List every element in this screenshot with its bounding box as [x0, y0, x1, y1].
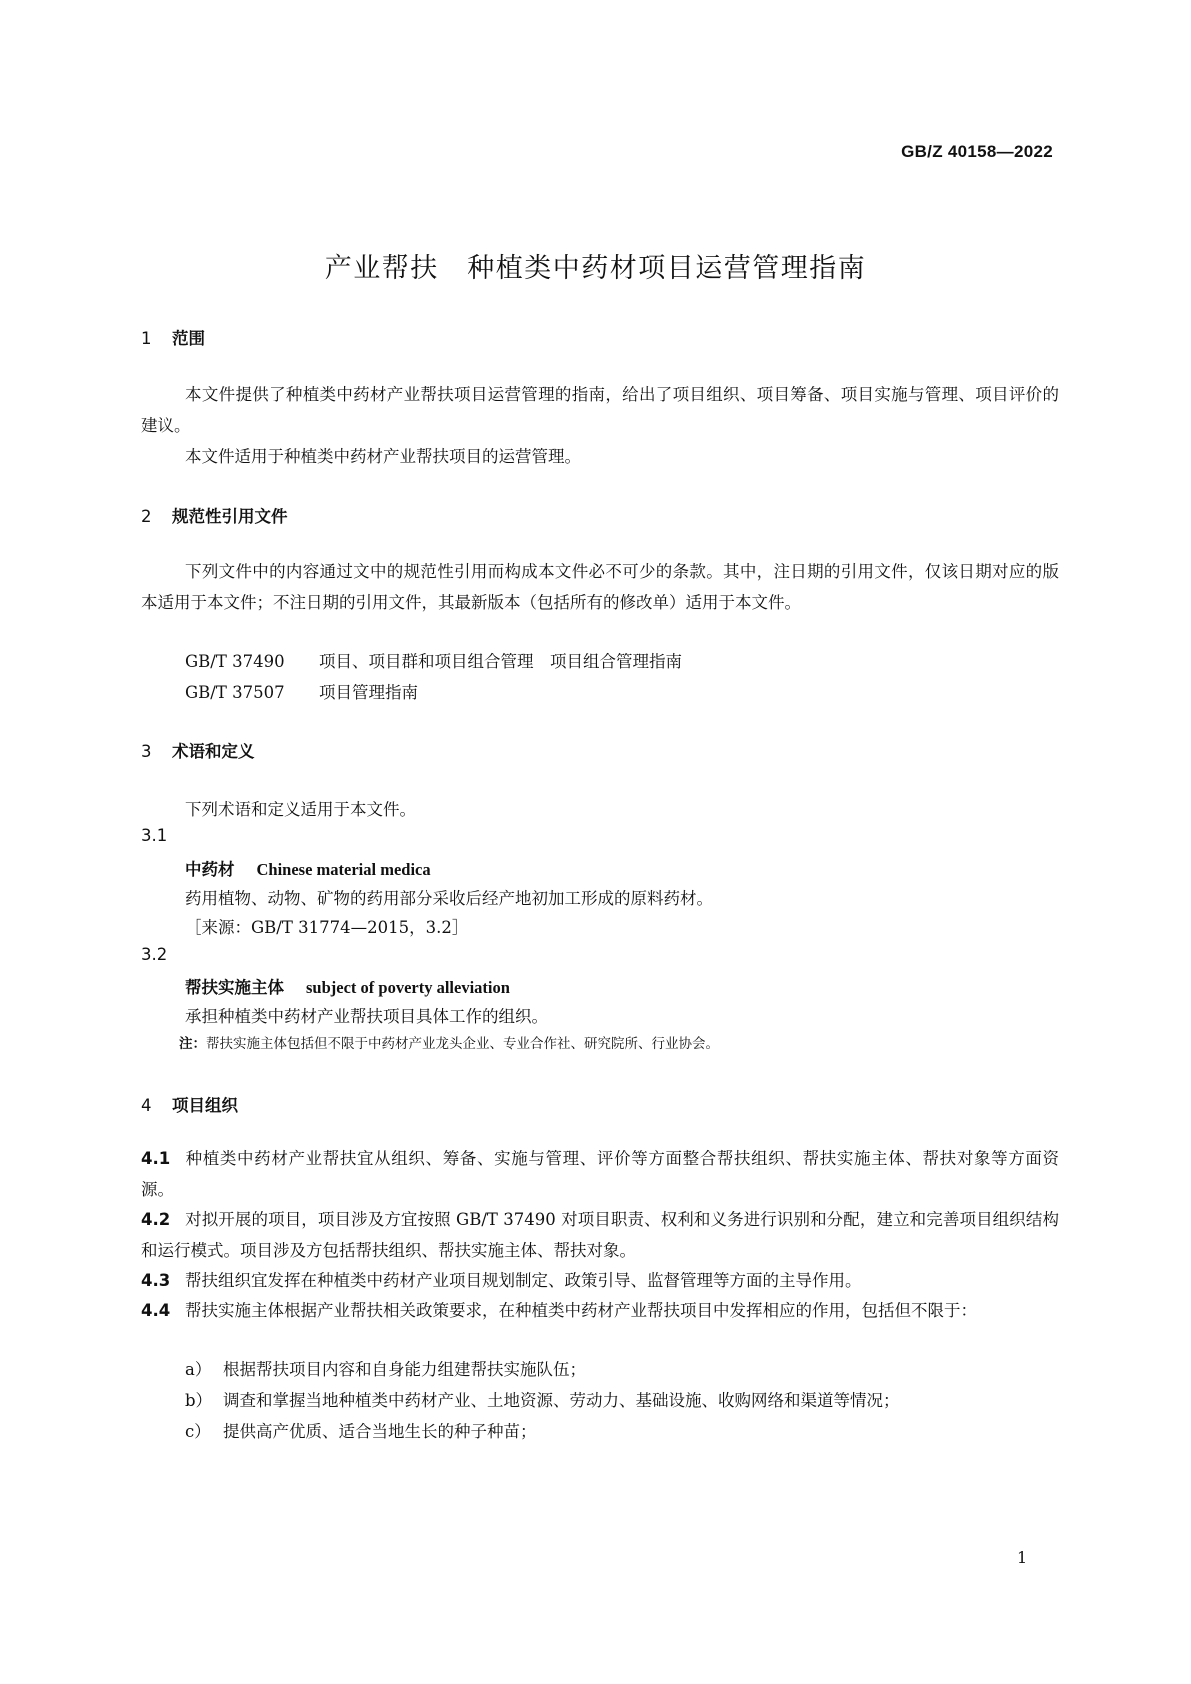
- page-number: 1: [1017, 1548, 1028, 1567]
- list-marker: b）: [185, 1391, 213, 1410]
- section-title: 术语和定义: [172, 742, 255, 761]
- list-item: [185, 1418, 537, 1442]
- term-definition: 承担种植类中药材产业帮扶项目具体工作的组织。: [185, 1007, 548, 1026]
- list-marker: c）: [185, 1422, 211, 1441]
- terms-intro: 下列术语和定义适用于本文件。: [185, 800, 416, 819]
- list-text: 调查和掌握当地种植类中药材产业、土地资源、劳动力、基础设施、收购网络和渠道等情况；: [223, 1391, 900, 1410]
- term-zh: 帮扶实施主体: [185, 978, 284, 997]
- term-number: 3.2: [141, 945, 168, 964]
- reference-title: 项目、项目群和项目组合管理 项目组合管理指南: [319, 652, 682, 671]
- section-3-heading: [141, 738, 255, 762]
- note-label: 注：: [179, 1036, 206, 1052]
- reference-item: [185, 679, 418, 703]
- clause-text: 种植类中药材产业帮扶宜从组织、筹备、实施与管理、评价等方面整合帮扶组织、帮扶实施主体、帮扶对象等方面资源。: [141, 1149, 1059, 1199]
- term-number: 3.1: [141, 826, 168, 845]
- clause: [141, 1295, 1059, 1326]
- section-title: 规范性引用文件: [172, 507, 288, 526]
- paragraph: 本文件适用于种植类中药材产业帮扶项目的运营管理。: [185, 447, 581, 466]
- clause-number: 4.4: [141, 1301, 171, 1320]
- clause-number: 4.1: [141, 1149, 171, 1168]
- clause-text: 对拟开展的项目，项目涉及方宜按照 GB/T 37490 对项目职责、权利和义务进行识别和分配，建立和完善项目组织结构和运行模式。项目涉及方包括帮扶组织、帮扶实施主体、帮扶对象。: [141, 1210, 1059, 1260]
- term-heading: [185, 974, 510, 998]
- term-note: [179, 1032, 719, 1052]
- term-heading: [185, 856, 431, 880]
- list-item: [185, 1356, 586, 1380]
- clause-text: 帮扶实施主体根据产业帮扶相关政策要求，在种植类中药材产业帮扶项目中发挥相应的作用，包括但不限于：: [185, 1301, 977, 1320]
- term-definition: 药用植物、动物、矿物的药用部分采收后经产地初加工形成的原料药材。: [185, 889, 713, 908]
- list-text: 提供高产优质、适合当地生长的种子种苗；: [223, 1422, 537, 1441]
- term-en: Chinese material medica: [256, 860, 431, 879]
- reference-item: [185, 648, 682, 672]
- note-text: 帮扶实施主体包括但不限于中药材产业龙头企业、专业合作社、研究院所、行业协会。: [206, 1036, 719, 1052]
- term-zh: 中药材: [185, 860, 235, 879]
- clause: [141, 1143, 1059, 1205]
- reference-title: 项目管理指南: [319, 683, 418, 702]
- term-source: ［来源：GB/T 31774—2015，3.2］: [185, 918, 469, 937]
- clause-number: 4.3: [141, 1271, 171, 1290]
- document-title: 产业帮扶 种植类中药材项目运营管理指南: [324, 253, 867, 284]
- list-marker: a）: [185, 1360, 212, 1379]
- list-text: 根据帮扶项目内容和自身能力组建帮扶实施队伍；: [223, 1360, 586, 1379]
- section-title: 项目组织: [172, 1096, 238, 1115]
- section-number: 4: [141, 1096, 152, 1115]
- reference-code: GB/T 37507: [185, 683, 285, 702]
- term-en: subject of poverty alleviation: [306, 978, 510, 997]
- clause: [141, 1265, 1059, 1296]
- reference-code: GB/T 37490: [185, 652, 285, 671]
- paragraph: 本文件提供了种植类中药材产业帮扶项目运营管理的指南，给出了项目组织、项目筹备、项目实施与管理、项目评价的建议。: [141, 385, 1059, 435]
- section-number: 3: [141, 742, 152, 761]
- section-2-heading: [141, 503, 288, 527]
- clause: [141, 1204, 1059, 1266]
- standard-id: GB/Z 40158—2022: [901, 142, 1053, 161]
- paragraph: 下列文件中的内容通过文中的规范性引用而构成本文件必不可少的条款。其中，注日期的引用文件，仅该日期对应的版本适用于本文件；不注日期的引用文件，其最新版本（包括所有的修改单）适用于本文件。: [141, 562, 1059, 612]
- clause-number: 4.2: [141, 1210, 171, 1229]
- section-1-heading: [141, 325, 205, 349]
- section-number: 2: [141, 507, 152, 526]
- section-number: 1: [141, 329, 152, 348]
- clause-text: 帮扶组织宜发挥在种植类中药材产业项目规划制定、政策引导、监督管理等方面的主导作用。: [185, 1271, 862, 1290]
- section-title: 范围: [172, 329, 205, 348]
- list-item: [185, 1387, 900, 1411]
- section-4-heading: [141, 1092, 238, 1116]
